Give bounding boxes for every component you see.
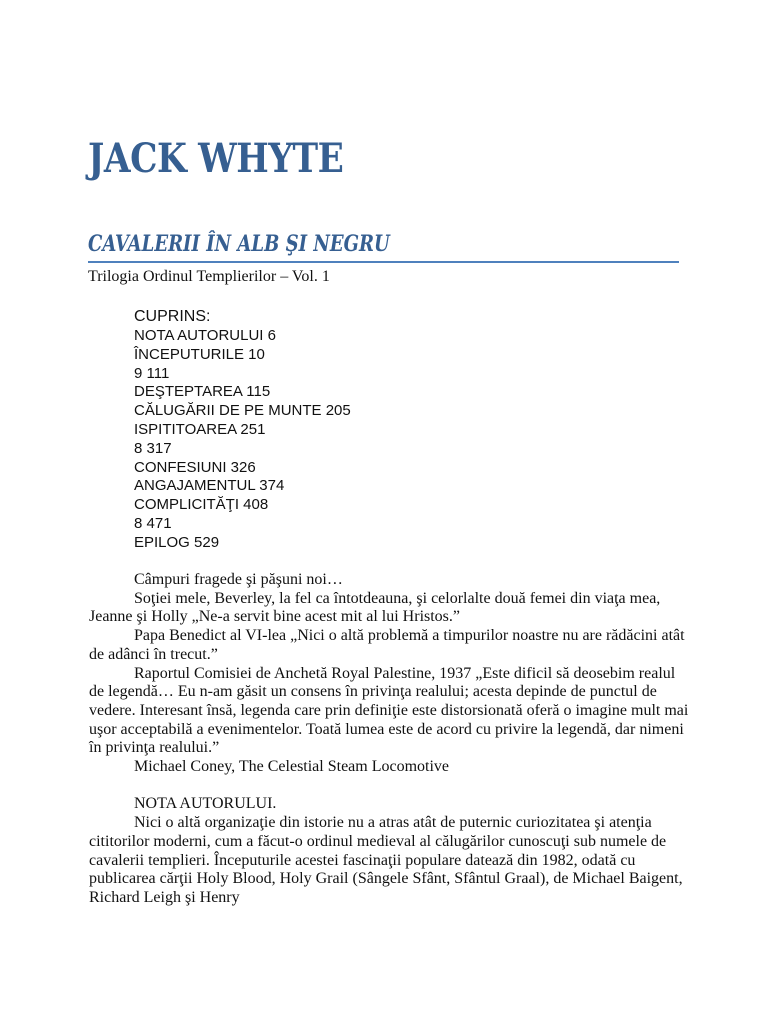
- toc-item: CONFESIUNI 326: [134, 458, 256, 476]
- toc-item: CĂLUGĂRII DE PE MUNTE 205: [134, 402, 351, 420]
- toc-item: 8 317: [134, 439, 172, 457]
- title-underline-rule: [88, 261, 679, 263]
- toc-item: NOTA AUTORULUI 6: [134, 327, 276, 344]
- series-subtitle: Trilogia Ordinul Templierilor – Vol. 1: [88, 268, 330, 285]
- toc-item: ÎNCEPUTURILE 10: [134, 345, 265, 363]
- quote-attribution: Michael Coney, The Celestial Steam Locomotive: [134, 758, 450, 776]
- dedication-paragraph: Soţiei mele, Beverley, la fel ca întotdeauna, şi celorlalte două femei din viaţa mea, Jeanne şi Holly „Ne-a servit bine acest mit al lui Hristos.”: [89, 589, 661, 626]
- body-text: [89, 571, 689, 908]
- toc-item: 9 111: [134, 364, 170, 382]
- author-name: JACK WHYTE: [88, 135, 344, 182]
- epigraph-line: Câmpuri fragede şi păşuni noi…: [134, 571, 343, 588]
- section-heading: NOTA AUTORULUI.: [134, 795, 277, 813]
- table-of-contents: [134, 327, 351, 553]
- book-title: CAVALERII ÎN ALB ŞI NEGRU: [88, 231, 390, 257]
- toc-item: 8 471: [134, 514, 172, 532]
- toc-item: COMPLICITĂŢI 408: [134, 496, 269, 514]
- toc-item: ISPITITOAREA 251: [134, 420, 266, 438]
- toc-heading: CUPRINS:: [134, 308, 211, 325]
- quote-paragraph: Raportul Comisiei de Anchetă Royal Palestine, 1937 „Este dificil să deosebim realul de legendă… Eu n-am găsit un consens în privinţa realului; acesta depinde de punctul de vedere. Interesant însă, legenda care prin definiţie este distorsionată oferă o imagine mult mai uşor acceptabilă a evenimentelor. Toată lumea este de acord cu privire la legendă, dar nimeni în privinţa realului.”: [89, 664, 689, 757]
- toc-item: EPILOG 529: [134, 533, 220, 551]
- quote-paragraph: Papa Benedict al VI-lea „Nici o altă problemă a timpurilor noastre nu are rădăcini atât de adânci în trecut.”: [89, 627, 685, 663]
- toc-item: ANGAJAMENTUL 374: [134, 477, 285, 495]
- body-paragraph: Nici o altă organizaţie din istorie nu a atras atât de puternic curiozitatea şi atenţia cititorilor moderni, cum a făcut-o ordinul medieval al călugărilor cunoscuţi sub numele de cavalerii templieri. Începuturile acestei fascinaţii populare datează din 1982, odată cu publicarea cărţii Holy Blood, Holy Grail (Sângele Sfânt, Sfântul Graal), de Michael Baigent, Richard Leigh şi Henry: [89, 814, 683, 906]
- toc-item: DEŞTEPTAREA 115: [134, 383, 271, 401]
